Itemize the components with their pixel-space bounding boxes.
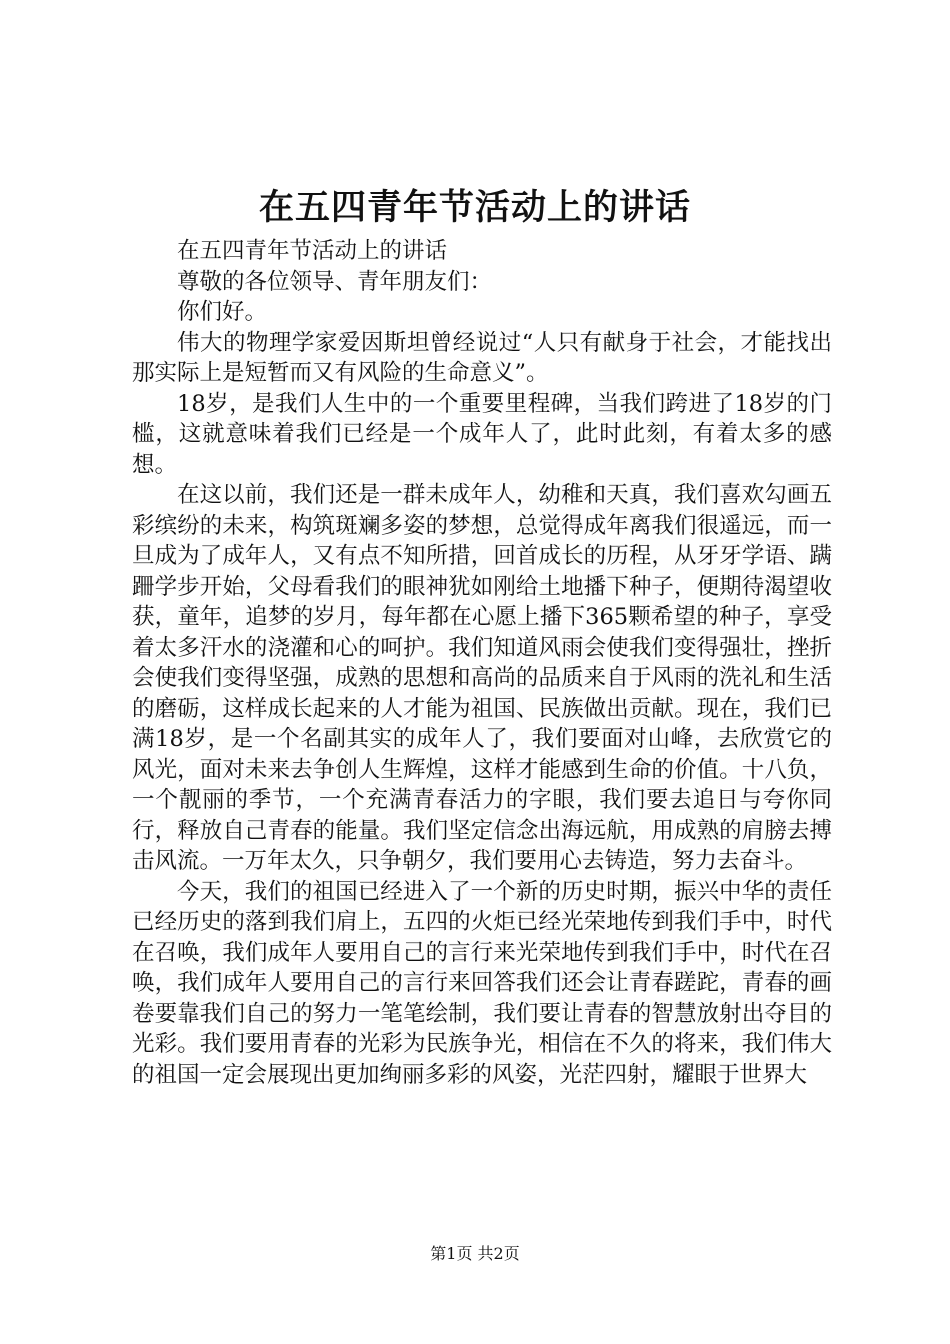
paragraph-heading-repeat: 在五四青年节活动上的讲话 (177, 238, 448, 264)
paragraph-greeting: 你们好。 (177, 299, 268, 325)
document-title: 在五四青年节活动上的讲话 (258, 187, 691, 228)
paragraph-growth: 在这以前，我们还是一群未成年人，幼稚和天真，我们喜欢勾画五彩缤纷的未来，构筑斑斓多姿的梦想，总觉得成年离我们很遥远，而一旦成为了成年人，又有点不知所措，回首成长的历程，从牙牙学语、蹒跚学步开始，父母看我们的眼神犹如刚给土地播下种子，便期待渴望收获，童年，追梦的岁月，每年都在心愿上播下365颗希望的种子，享受着太多汗水的浇灌和心的呵护。我们知道风雨会使我们变得强壮，挫折会使我们变得坚强，成熟的思想和高尚的品质来自于风雨的洗礼和生活的磨砺，这样成长起来的人才能为祖国、民族做出贡献。现在，我们已满18岁，是一个名副其实的成年人了，我们要面对山峰，去欣赏它的风光，面对未来去争创人生辉煌，这样才能感到生命的价值。十八负，一个靓丽的季节，一个充满青春活力的字眼，我们要去追日与夸你同行，释放自己青春的能量。我们坚定信念出海远航，用成熟的肩膀去搏击风流。一万年太久，只争朝夕，我们要用心去铸造，努力去奋斗。 (132, 482, 832, 874)
paragraph-today: 今天，我们的祖国已经进入了一个新的历史时期，振兴中华的责任已经历史的落到我们肩上，五四的火炬已经光荣地传到我们手中，时代在召唤，我们成年人要用自己的言行来光荣地传到我们手中，时代在召唤，我们成年人要用自己的言行来回答我们还会让青春蹉跎，青春的画卷要靠我们自己的努力一笔笔绘制，我们要让青春的智慧放射出夺目的光彩。我们要用青春的光彩为民族争光，相信在不久的将来，我们伟大的祖国一定会展现出更加绚丽多彩的风姿，光茫四射，耀眼于世界大 (132, 878, 832, 1088)
paragraph-eighteen: 18岁，是我们人生中的一个重要里程碑，当我们跨进了18岁的门槛，这就意味着我们已经是一个成年人了，此时此刻，有着太多的感想。 (132, 390, 832, 478)
paragraph-quote: 伟大的物理学家爱因斯坦曾经说过“人只有献身于社会，才能找出那实际上是短暂而又有风险的生命意义”。 (132, 329, 832, 386)
page-footer: 第1页 共2页 (430, 1244, 520, 1263)
paragraph-salutation: 尊敬的各位领导、青年朋友们： (177, 268, 493, 295)
document-body (132, 236, 832, 1090)
